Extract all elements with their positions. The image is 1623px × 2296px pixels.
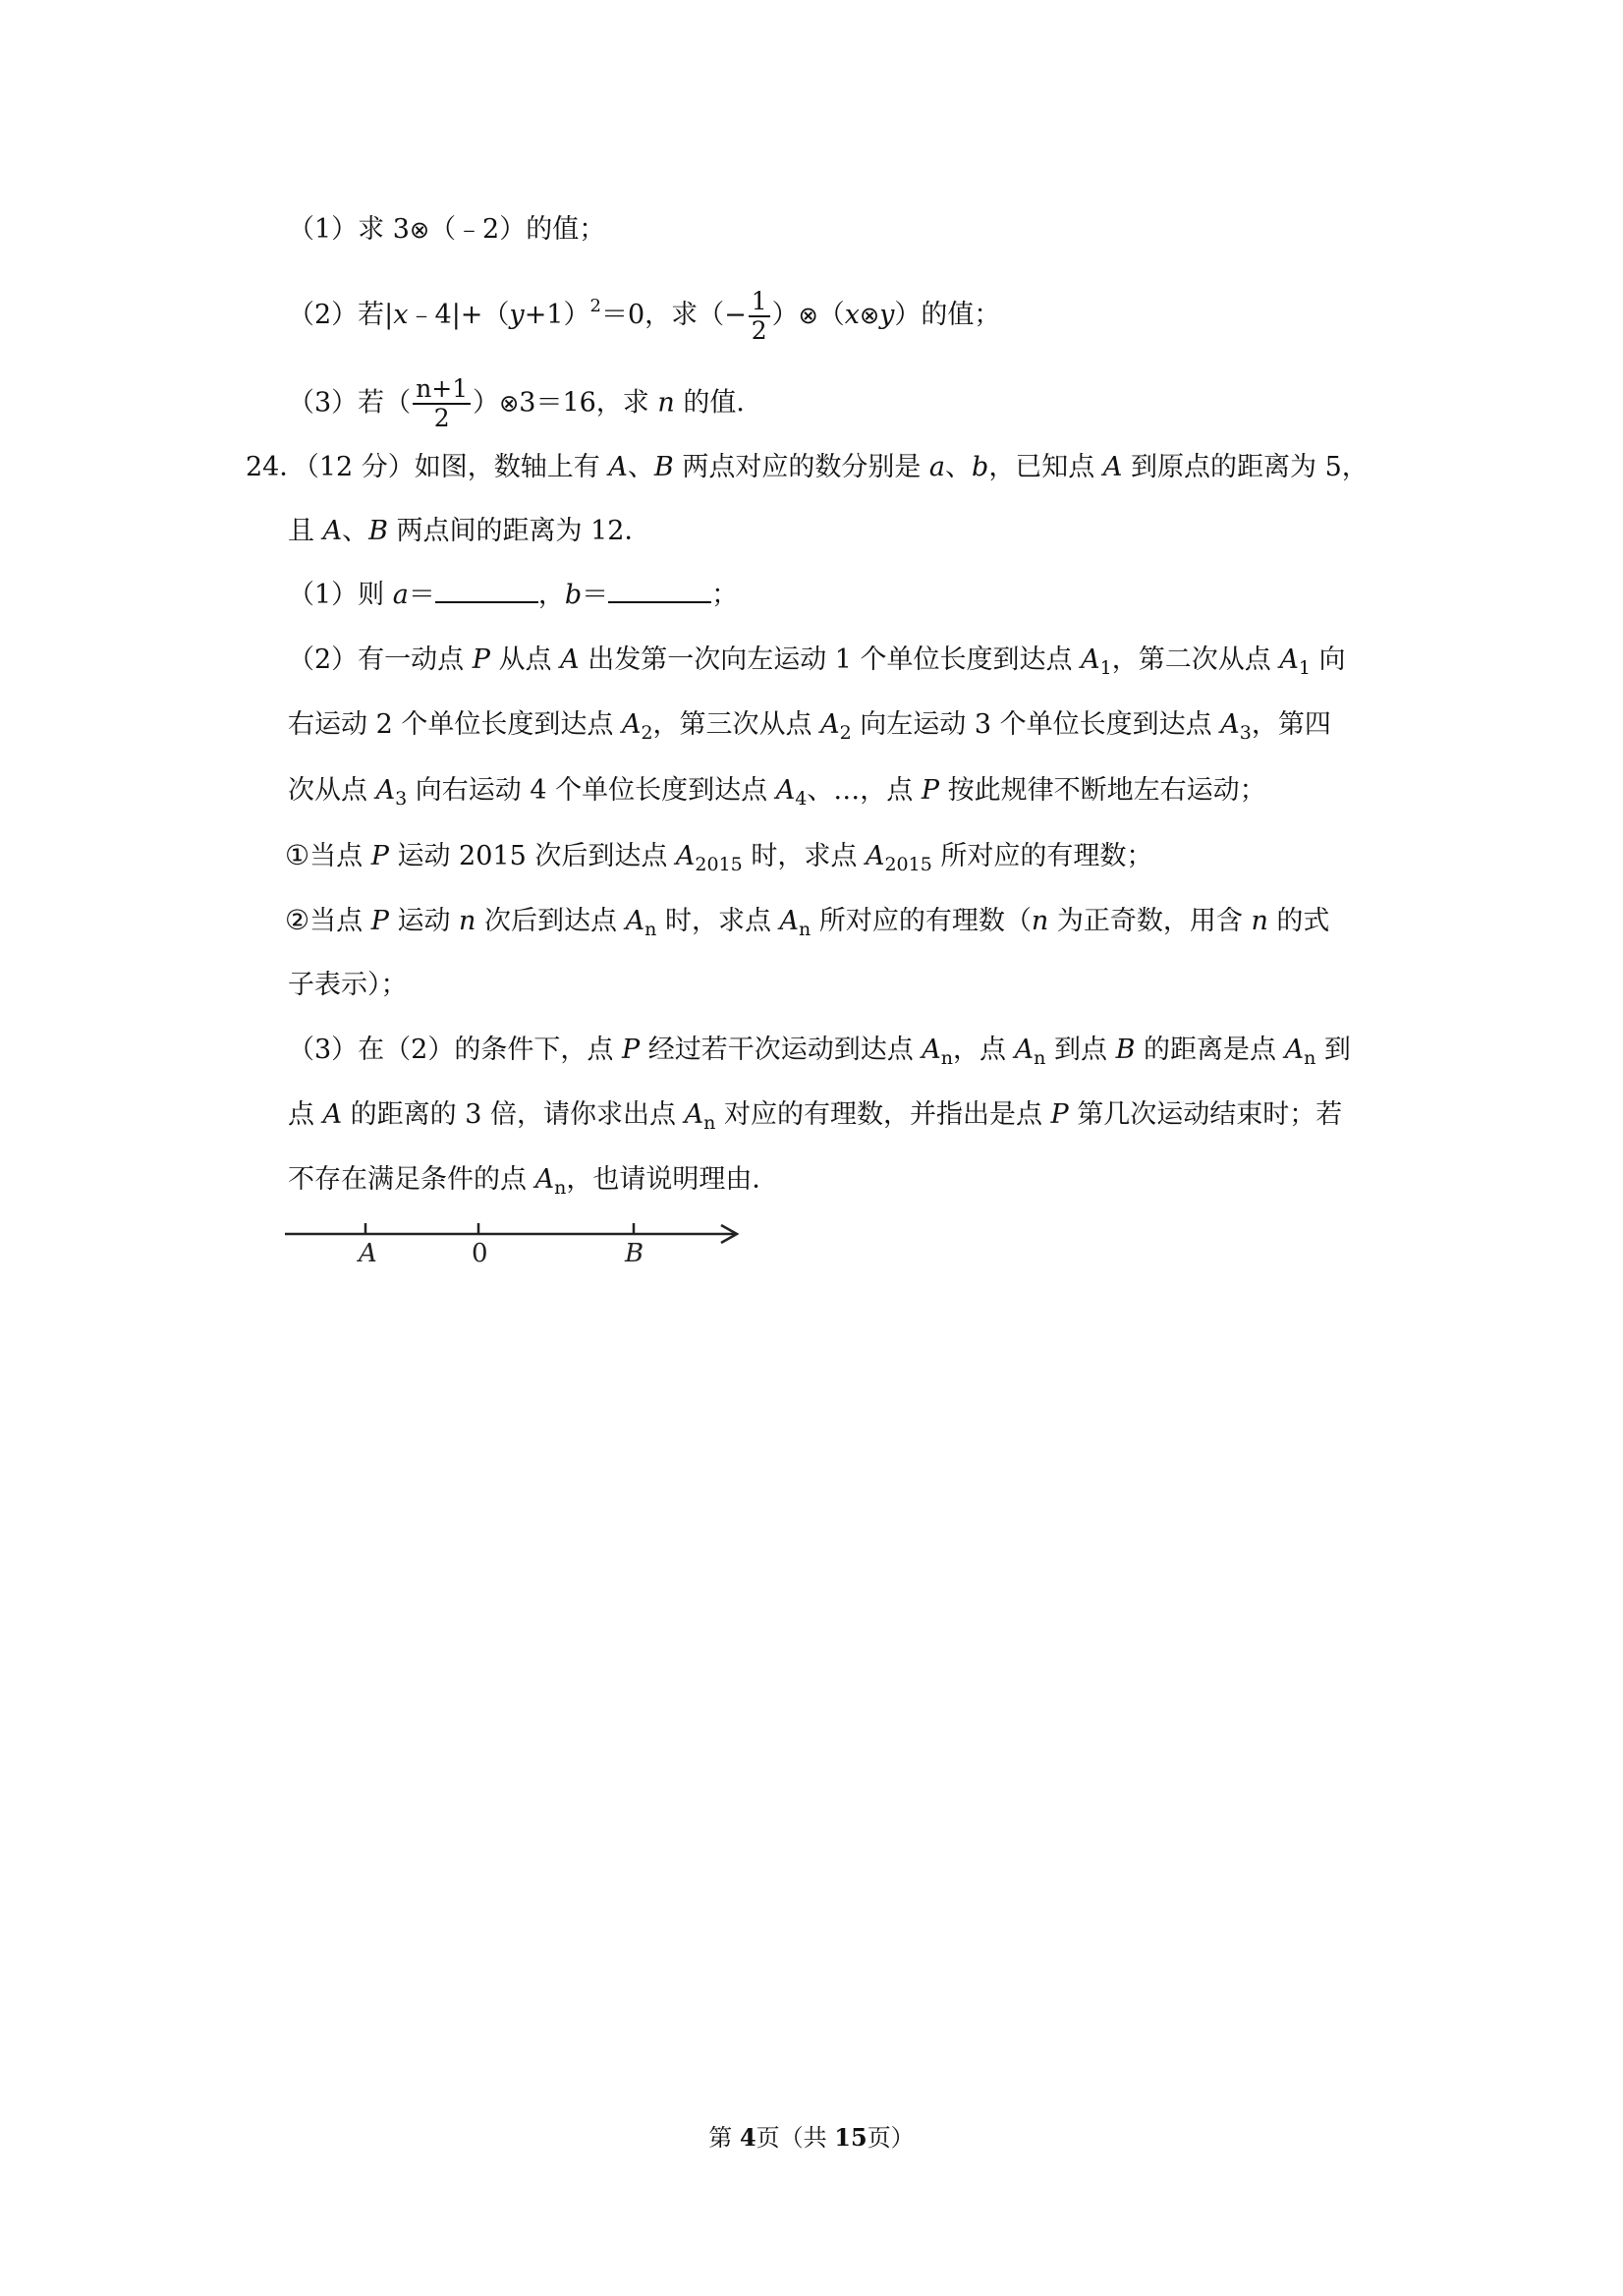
circled-two: ② xyxy=(285,904,310,936)
fraction-n-plus-1-over-2: $\frac{n+1}{2}$ xyxy=(413,375,471,432)
q24-part3-line1: （3）在（2）的条件下，点 P 经过若干次运动到达点 $A_n$，点 $A_n$ 到点 B 的距离是点 $A_n$ 到 xyxy=(288,1035,1351,1069)
label-origin: 0 xyxy=(472,1239,488,1268)
q23-part3: （3）若（ $\frac{n+1}{2}$ ）⊗3＝16，求 n 的值． xyxy=(288,374,763,432)
q24-part2-line3: 次从点 $A_3$ 向右运动 4 个单位长度到达点 $A_4$、…，点 P 按此规律不断地左右运动； xyxy=(288,775,1266,810)
q24-line2: 且 A、B 两点间的距离为 12． xyxy=(288,516,651,546)
fraction-half: $\frac{1}{2}$ xyxy=(749,288,770,345)
q23-part1: （1）求 3⊗（﹣2）的值； xyxy=(288,214,606,245)
page-number: 4 xyxy=(739,2123,756,2152)
otimes-symbol: ⊗ xyxy=(409,216,430,244)
q24-part2-line1: （2）有一动点 P 从点 A 出发第一次向左运动 1 个单位长度到达点 $A_1$，第二次从点 $A_1$ 向 xyxy=(288,644,1346,679)
label-a: A xyxy=(359,1239,377,1268)
q24-part2-line2: 右运动 2 个单位长度到达点 $A_2$，第三次从点 $A_2$ 向左运动 3 个单位长度到达点 $A_3$，第四 xyxy=(288,709,1331,744)
q24-part3-line3: 不存在满足条件的点 $A_n$，也请说明理由． xyxy=(288,1164,779,1199)
q24-subpart-1: ①当点 P 运动 2015 次后到达点 $A_{2015}$ 时，求点 $A_{2015}$ 所对应的有理数； xyxy=(285,839,1153,875)
q24-subpart-2-cont: 子表示）； xyxy=(288,970,408,1000)
label-b: B xyxy=(625,1239,644,1268)
q24-line1: 24．（12 分）如图，数轴上有 A、B 两点对应的数分别是 a、b，已知点 A 到原点的距离为 5， xyxy=(246,452,1369,482)
page-footer: 第 4页（共 15页） xyxy=(708,2123,915,2152)
q23-part2: （2）若$|x﹣4|+(y+1)^2=0$，求（− $\frac{1}{2}$ ）⊗（x⊗y）的值； xyxy=(288,286,1001,345)
q24-part1: （1）则 a＝ ，b＝ ； xyxy=(288,576,738,615)
q24-subpart-2: ②当点 P 运动 n 次后到达点 $A_n$ 时，求点 $A_n$ 所对应的有理数（n 为正奇数，用含 n 的式 xyxy=(285,904,1330,940)
q24-part3-line2: 点 A 的距离的 3 倍，请你求出点 $A_n$ 对应的有理数，并指出是点 P 第几次运动结束时；若 xyxy=(288,1099,1343,1134)
circled-one: ① xyxy=(285,839,310,871)
total-pages: 15 xyxy=(834,2123,867,2152)
answer-blank-b[interactable] xyxy=(608,576,711,603)
answer-blank-a[interactable] xyxy=(435,576,538,603)
number-line-figure xyxy=(281,1212,753,1291)
